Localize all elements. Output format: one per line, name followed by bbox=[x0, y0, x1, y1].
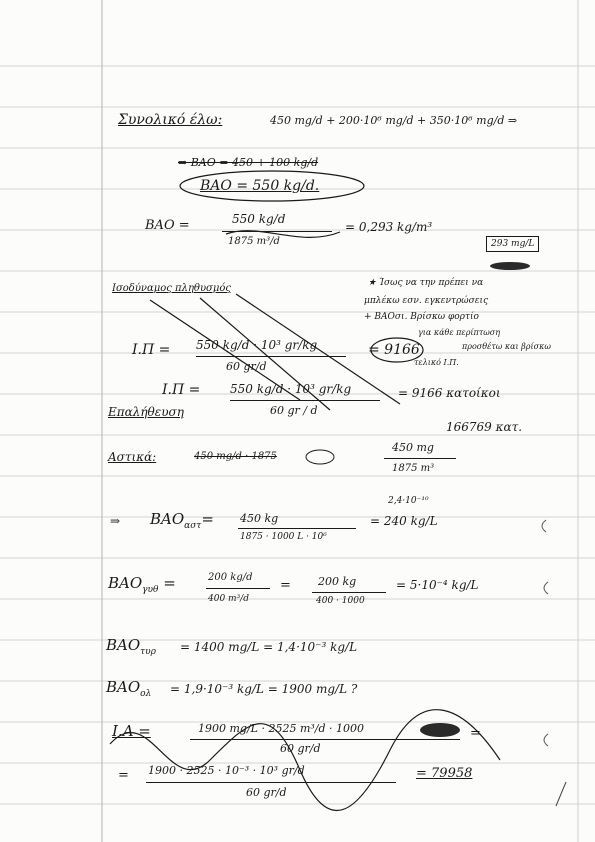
line7-fraction-bar bbox=[230, 400, 380, 401]
line9-struck: 450 mg/d · 1875 bbox=[194, 451, 277, 462]
line7-den: 60 gr / d bbox=[270, 404, 318, 417]
bao-subscript: ολ bbox=[140, 689, 152, 699]
side-note-line: προσθέτω και βρίσκω bbox=[462, 342, 551, 351]
line9-num: 450 mg bbox=[392, 441, 434, 454]
side-note-line: + BAOσι. Βρίσκω φορτίο bbox=[364, 312, 479, 322]
line11-fraction-bar1 bbox=[206, 588, 270, 589]
line7-left: Ι.Π = bbox=[162, 382, 201, 398]
line4-left: BAO = bbox=[145, 218, 190, 233]
side-note-line: μπλέκω εσν. εγκεντρώσεις bbox=[364, 296, 489, 306]
line10-num: 450 kg bbox=[240, 512, 279, 525]
side-note-line: ★ Ίσως να την πρέπει να bbox=[368, 278, 484, 288]
line15-num: 1900 · 2525 · 10⁻³ · 10³ gr/d bbox=[148, 764, 305, 777]
line14-num: 1900 mg/L · 2525 m³/d · 1000 bbox=[198, 722, 365, 735]
line14-left: Ι.Α = bbox=[112, 722, 151, 740]
line11-den2: 400 · 1000 bbox=[316, 596, 365, 606]
line7-num: 550 kg/d · 10³ gr/kg bbox=[230, 382, 352, 396]
line11-num1: 200 kg/d bbox=[208, 572, 253, 583]
line1-expression: 450 mg/d + 200·10⁶ mg/d + 350·10⁶ mg/d ⇒ bbox=[270, 114, 518, 127]
bao-symbol: BAO bbox=[150, 510, 185, 528]
bao-symbol: BAO bbox=[106, 636, 141, 654]
side-note-line: για κάθε περίπτωση bbox=[418, 328, 501, 337]
line11-den1: 400 m³/d bbox=[208, 594, 249, 604]
line14-den: 60 gr/d bbox=[280, 742, 321, 755]
side-note-line: τελικό Ι.Π. bbox=[414, 358, 459, 367]
line14-eq: = bbox=[470, 726, 481, 741]
line5-label: Ισοδύναμος πληθυσμός bbox=[112, 283, 231, 294]
line15-left: = bbox=[118, 768, 129, 783]
line12-right: = 1400 mg/L = 1,4·10⁻³ kg/L bbox=[180, 640, 358, 654]
line9-label: Αστικά: bbox=[108, 450, 157, 464]
line9-fraction-bar bbox=[384, 458, 456, 459]
line4-box: 293 mg/L bbox=[486, 236, 539, 252]
line14-fraction-bar bbox=[190, 739, 460, 740]
line11-fraction-bar2 bbox=[312, 592, 386, 593]
line3-result: BAO = 550 kg/d. bbox=[200, 178, 320, 194]
line4-right: = 0,293 kg/m³ bbox=[345, 220, 433, 234]
line4-den: 1875 m³/d bbox=[228, 236, 280, 247]
line8-label: Επαλήθευση bbox=[108, 405, 184, 419]
line8-value: 166769 κατ. bbox=[446, 420, 523, 434]
line6-den: 60 gr/d bbox=[226, 360, 267, 373]
line7-right: = 9166 κατοίκοι bbox=[398, 386, 501, 400]
line10-above: 2,4·10⁻¹⁰ bbox=[388, 496, 429, 506]
line10-arrow: ⇒ bbox=[110, 514, 121, 528]
line13-right: = 1,9·10⁻³ kg/L = 1900 mg/L ? bbox=[170, 682, 358, 696]
line10-fraction-bar bbox=[238, 528, 356, 529]
line15-fraction-bar bbox=[146, 782, 396, 783]
line13-left bbox=[106, 678, 151, 699]
line11-left: $BAO_{\gamma\upsilon\theta}$ = bbox=[108, 574, 176, 595]
bao-subscript: τυρ bbox=[140, 647, 156, 657]
line10-left: $BAO_{\alpha\sigma\tau}=$ bbox=[150, 510, 214, 531]
bao-symbol: BAO bbox=[106, 678, 141, 696]
line11-eq: = bbox=[280, 578, 291, 593]
line11-num2: 200 kg bbox=[318, 575, 357, 588]
line6-left: Ι.Π = bbox=[132, 342, 171, 358]
line6-fraction-bar bbox=[196, 356, 346, 357]
line12-left bbox=[106, 636, 156, 657]
bao-subscript: αστ bbox=[184, 521, 202, 531]
line6-num: 550 kg/d · 10³ gr/kg bbox=[196, 338, 318, 352]
bao-symbol: BAO bbox=[108, 574, 143, 592]
line11-right: = 5·10⁻⁴ kg/L bbox=[396, 578, 479, 592]
bao-subscript: γυθ bbox=[142, 585, 159, 595]
line2-struck: ⇒ BAO = 450 + 100 kg/d bbox=[178, 156, 319, 169]
line4-fraction-bar bbox=[222, 231, 332, 232]
line15-right: = 79958 bbox=[416, 766, 473, 781]
line15-den: 60 gr/d bbox=[246, 786, 287, 799]
line10-right: = 240 kg/L bbox=[370, 514, 438, 528]
line9-den: 1875 m³ bbox=[392, 463, 435, 474]
line4-num: 550 kg/d bbox=[232, 212, 286, 226]
line6-right: = 9166 bbox=[368, 342, 420, 358]
line10-den: 1875 · 1000 L · 10⁶ bbox=[240, 532, 327, 542]
line1-label: Συνολικό έλω: bbox=[118, 112, 223, 128]
